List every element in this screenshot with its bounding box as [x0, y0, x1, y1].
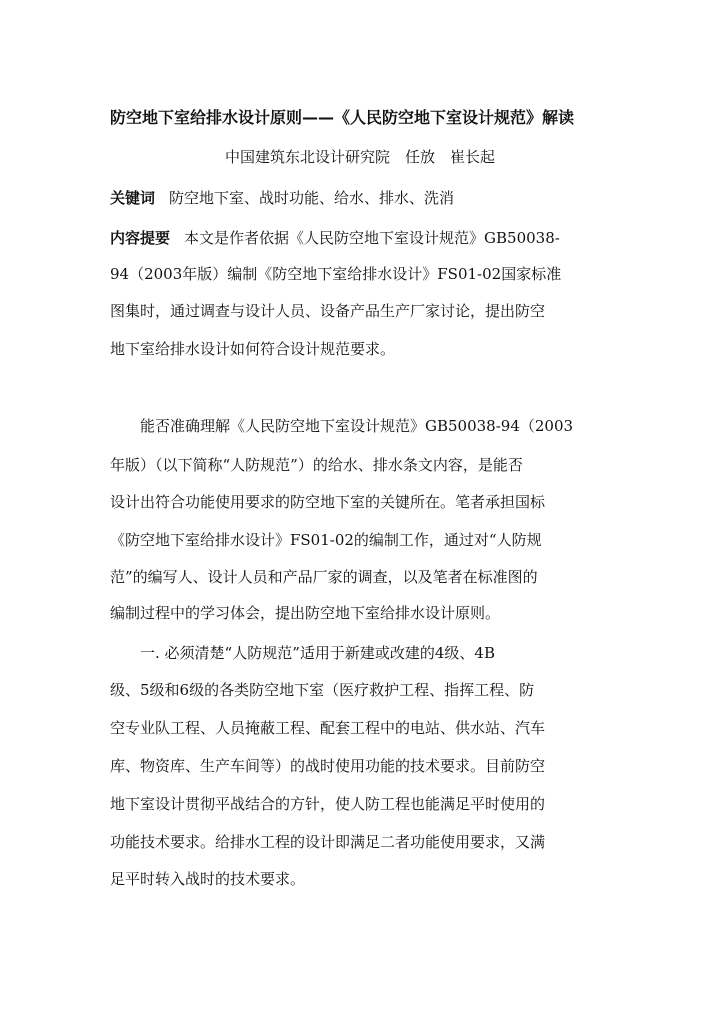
keywords-text: 防空地下室、战时功能、给水、排水、洗消 — [169, 189, 455, 207]
paragraph-line: 库、物资库、生产车间等）的战时使用功能的技术要求。目前防空 — [110, 757, 546, 775]
paragraph-line: 能否准确理解《人民防空地下室设计规范》GB50038-94（2003 — [110, 417, 574, 435]
abstract-line-text: 本文是作者依据《人民防空地下室设计规范》GB50038- — [184, 229, 560, 247]
abstract-line: 图集时，通过调查与设计人员、设备产品生产厂家讨论，提出防空 — [110, 302, 546, 320]
abstract-line: 94（2003年版）编制《防空地下室给排水设计》FS01-02国家标准 — [110, 265, 562, 283]
abstract-line: 地下室给排水设计如何符合设计规范要求。 — [110, 340, 396, 358]
paragraph-line: 《防空地下室给排水设计》FS01-02的编制工作，通过对“人防规 — [110, 531, 542, 549]
paragraph-line: 足平时转入战时的技术要求。 — [110, 870, 306, 888]
paragraph-line: 设计出符合功能使用要求的防空地下室的关键所在。笔者承担国标 — [110, 493, 546, 511]
keywords-line — [110, 188, 610, 208]
paragraph-line: 范”的编写人、设计人员和产品厂家的调查，以及笔者在标准图的 — [110, 568, 538, 586]
abstract-label: 内容提要 — [110, 229, 171, 247]
paragraph-line: 级、5级和6级的各类防空地下室（医疗救护工程、指挥工程、防 — [110, 681, 535, 699]
paragraph-line: 年版）（以下简称“人防规范”）的给水、排水条文内容，是能否 — [110, 456, 523, 474]
paragraph-line: 一. 必须清楚“人防规范”适用于新建或改建的4级、4B — [110, 644, 495, 662]
paragraph-line: 地下室设计贯彻平战结合的方针，使人防工程也能满足平时使用的 — [110, 795, 546, 813]
paragraph-line: 编制过程中的学习体会，提出防空地下室给排水设计原则。 — [110, 604, 501, 622]
document-title: 防空地下室给排水设计原则——《人民防空地下室设计规范》解读 — [110, 108, 575, 127]
document-authors: 中国建筑东北设计研究院 任放 崔长起 — [224, 148, 495, 166]
paragraph-line: 空专业队工程、人员掩蔽工程、配套工程中的电站、供水站、汽车 — [110, 719, 546, 737]
abstract-line — [110, 228, 610, 248]
keywords-label: 关键词 — [110, 189, 156, 207]
paragraph-line: 功能技术要求。给排水工程的设计即满足二者功能使用要求，又满 — [110, 833, 546, 851]
